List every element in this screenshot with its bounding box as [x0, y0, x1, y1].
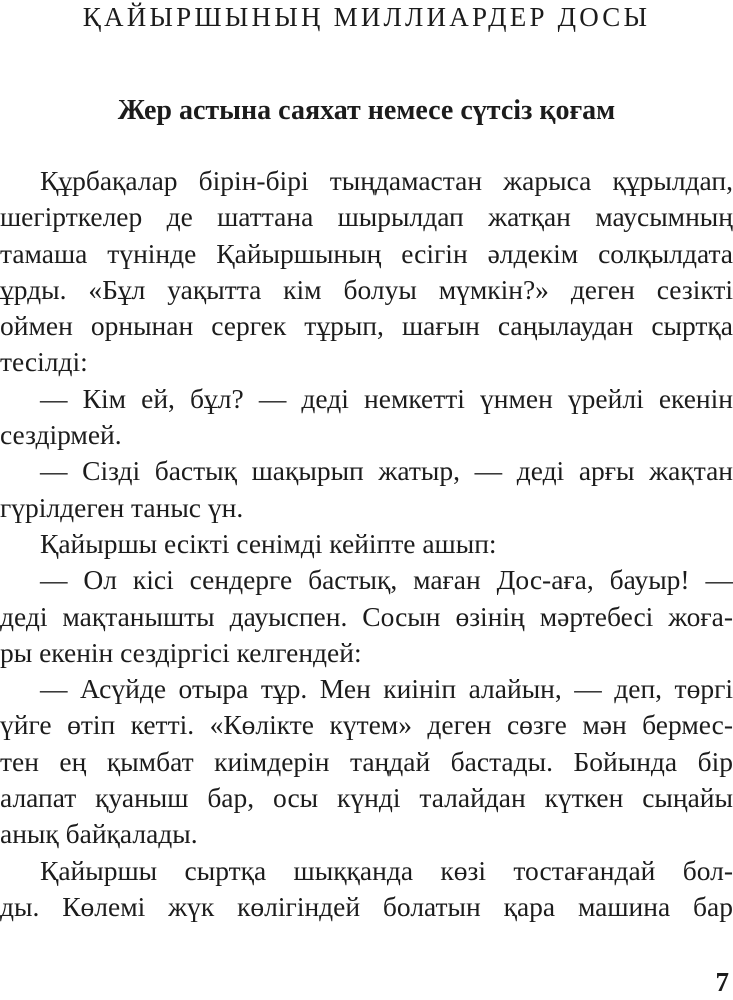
text-line: тесілді:: [0, 346, 88, 378]
body-text: [0, 163, 733, 925]
text-line: деді мақтанышты дауыспен. Сосын өзінің мәртебесі жоға-: [0, 600, 733, 632]
text-line: — Кім ей, бұл? — деді немкетті үнмен үрейлі екенін: [40, 382, 733, 414]
text-line: оймен орнынан сергек тұрып, шағын саңылаудан сыртқа: [0, 310, 733, 342]
text-line: ды. Көлемі жүк көлігіндей болатын қара машина бар: [0, 890, 733, 922]
text-line: Қайыршы есікті сенімді кейіпте ашып:: [40, 527, 497, 559]
text-line: Құрбақалар бірін-бірі тыңдамастан жарыса құрылдап,: [40, 165, 733, 196]
text-line: сездірмей.: [0, 419, 122, 451]
running-header: ҚАЙЫРШЫНЫҢ МИЛЛИАРДЕР ДОСЫ: [82, 2, 651, 32]
text-line: үйге өтіп кетті. «Көлікте күтем» деген сөзге мән бермес-: [0, 709, 733, 741]
text-line: тамаша түнінде Қайыршының есігін әлдекім солқылдата: [0, 237, 733, 269]
text-line: — Асүйде отыра тұр. Мен киініп алайын, — деп, төргі: [40, 673, 733, 705]
text-line: Қайыршы сыртқа шыққанда көзі тостағандай бол-: [40, 854, 733, 886]
text-line: тен ең қымбат киімдерін таңдай бастады. Бойында бір: [0, 745, 733, 777]
text-line: ұрды. «Бұл уақытта кім болуы мүмкін?» деген сезікті: [0, 273, 733, 305]
text-line: ры екенін сездіргісі келгендей:: [0, 636, 362, 668]
text-line: анық байқалады.: [0, 818, 198, 850]
chapter-title: Жер астына саяхат немесе сүтсіз қоғам: [117, 95, 616, 126]
text-line: — Сізді бастық шақырып жатыр, — деді арғы жақтан: [40, 455, 733, 487]
page-number: 7: [715, 967, 729, 997]
text-line: шегірткелер де шаттана шырылдап жатқан маусымның: [0, 201, 733, 233]
text-line: — Ол кісі сендерге бастық, маған Дос-аға, бауыр! —: [40, 564, 733, 596]
text-line: гүрілдеген таныс үн.: [0, 491, 244, 523]
text-line: алапат қуаныш бар, осы күнді талайдан күткен сыңайы: [0, 782, 733, 814]
